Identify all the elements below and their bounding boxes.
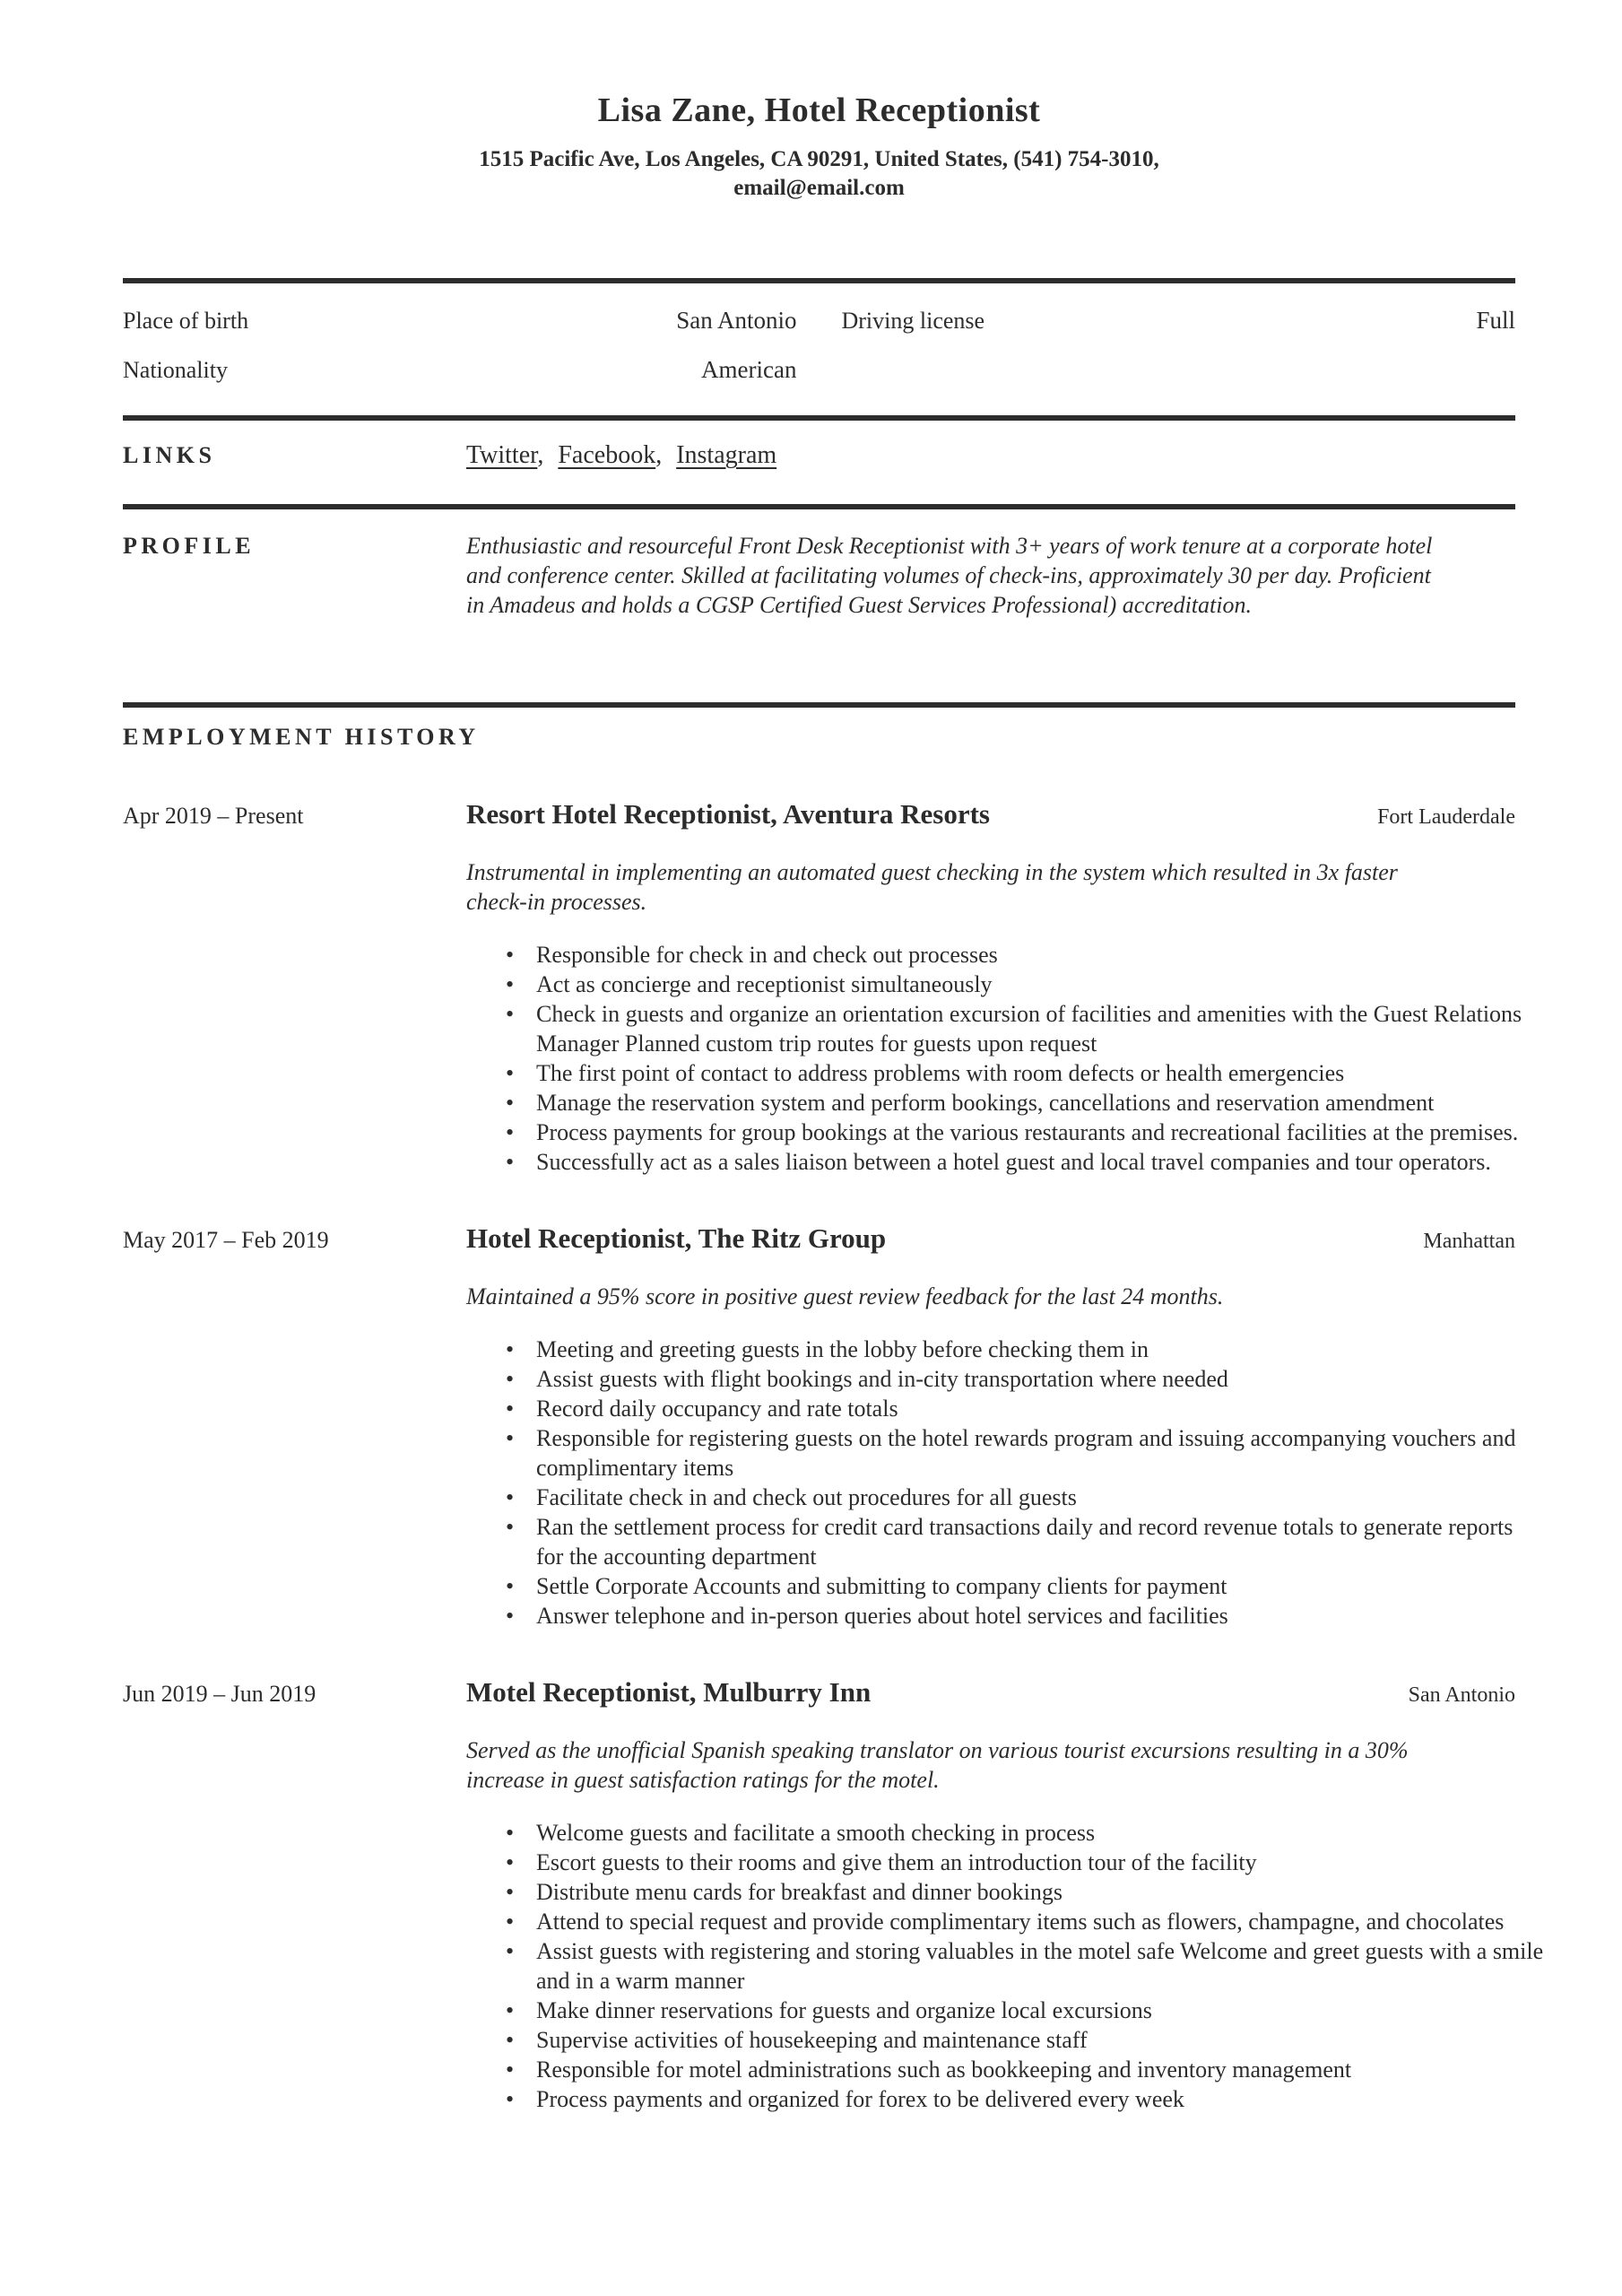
- detail-label: Nationality: [123, 357, 228, 383]
- job-entry: [123, 796, 1522, 1177]
- bullet-item: • Successfully act as a sales liaison between a hotel guest and local travel companies and tour operators.: [466, 1147, 1545, 1177]
- detail-value: American: [701, 356, 797, 383]
- detail-empty-cell: [842, 354, 1516, 386]
- candidate-name: Lisa Zane, Hotel Receptionist: [597, 91, 1041, 129]
- detail-label: Place of birth: [123, 308, 249, 334]
- bullet-item: • Responsible for check in and check out processes: [466, 940, 1545, 970]
- bullet-item: • Assist guests with registering and storing valuables in the motel safe Welcome and greet guests with a smile and in a warm manner: [466, 1936, 1545, 1996]
- link-separator: ,: [655, 441, 663, 469]
- detail-value: Full: [1476, 307, 1515, 334]
- job-title: Resort Hotel Receptionist, Aventura Resorts: [466, 798, 990, 830]
- employment-section: [123, 722, 1544, 2114]
- job-title: Motel Receptionist, Mulburry Inn: [466, 1676, 872, 1708]
- contact-block: [123, 145, 1515, 203]
- job-location: Fort Lauderdale: [1377, 805, 1515, 829]
- section-divider: [123, 702, 1515, 708]
- job-location: Manhattan: [1423, 1230, 1515, 1253]
- job-dates: Jun 2019 – Jun 2019: [123, 1681, 317, 1707]
- details-section: [123, 283, 1515, 415]
- bullet-item: • Assist guests with flight bookings and in-city transportation where needed: [466, 1364, 1545, 1394]
- job-header: [123, 1674, 1515, 1714]
- bullet-item: • Process payments for group bookings at the various restaurants and recreational facilities at the premises.: [466, 1118, 1545, 1147]
- bullet-item: • Responsible for motel administrations such as bookkeeping and inventory management: [466, 2055, 1545, 2084]
- job-header: [123, 796, 1515, 836]
- link-twitter[interactable]: Twitter: [466, 441, 538, 469]
- job-entry: [123, 1674, 1544, 2114]
- job-bullet-list: [466, 1335, 1545, 1631]
- links-section: [123, 421, 1515, 504]
- detail-label: Driving license: [841, 308, 985, 334]
- resume-header: [123, 90, 1515, 203]
- employment-section-heading: EMPLOYMENT HISTORY: [123, 724, 480, 750]
- bullet-item: • Supervise activities of housekeeping and maintenance staff: [466, 2025, 1545, 2055]
- bullet-item: • Responsible for registering guests on the hotel rewards program and issuing accompanying vouchers and complimentary items: [466, 1423, 1545, 1483]
- detail-place-of-birth: [123, 305, 797, 336]
- bullet-item: • Attend to special request and provide complimentary items such as flowers, champagne, and chocolates: [466, 1907, 1545, 1936]
- profile-summary-text: Enthusiastic and resourceful Front Desk Receptionist with 3+ years of work tenure at a corporate hotel and conference center. Skilled at facilitating volumes of check-ins, approximately 30 per day. Proficient in Amadeus and holds a CGSP Certified Guest Services Professional) accreditation.: [466, 533, 1433, 618]
- bullet-item: • Manage the reservation system and perform bookings, cancellations and reservation amendment: [466, 1088, 1545, 1118]
- profile-section: [123, 509, 1515, 702]
- bullet-item: • Escort guests to their rooms and give them an introduction tour of the facility: [466, 1848, 1545, 1877]
- detail-value: San Antonio: [676, 307, 797, 334]
- bullet-item: • Facilitate check in and check out procedures for all guests: [466, 1483, 1545, 1512]
- job-dates: May 2017 – Feb 2019: [123, 1227, 329, 1253]
- bullet-item: • Make dinner reservations for guests and organize local excursions: [466, 1996, 1545, 2025]
- bullet-item: • Act as concierge and receptionist simultaneously: [466, 970, 1545, 999]
- job-entry: [123, 1220, 1515, 1631]
- job-summary: Maintained a 95% score in positive guest review feedback for the last 24 months.: [466, 1283, 1224, 1309]
- contact-line-1: 1515 Pacific Ave, Los Angeles, CA 90291, United States, (541) 754-3010,: [479, 147, 1159, 171]
- bullet-item: • The first point of contact to address problems with room defects or health emergencies: [466, 1058, 1545, 1088]
- link-facebook[interactable]: Facebook: [558, 441, 656, 469]
- bullet-item: • Record daily occupancy and rate totals: [466, 1394, 1545, 1423]
- detail-nationality: [123, 354, 797, 386]
- job-title: Hotel Receptionist, The Ritz Group: [466, 1222, 887, 1254]
- link-instagram[interactable]: Instagram: [676, 441, 777, 469]
- profile-section-heading: PROFILE: [123, 533, 256, 559]
- job-location: San Antonio: [1408, 1683, 1515, 1707]
- contact-line-2: email@email.com: [733, 176, 905, 200]
- bullet-item: • Process payments and organized for forex to be delivered every week: [466, 2084, 1545, 2114]
- bullet-item: • Distribute menu cards for breakfast and dinner bookings: [466, 1877, 1545, 1907]
- bullet-item: • Settle Corporate Accounts and submitting to company clients for payment: [466, 1571, 1545, 1601]
- bullet-item: • Check in guests and organize an orientation excursion of facilities and amenities with the Guest Relations Manager Planned custom trip routes for guests upon request: [466, 999, 1545, 1058]
- detail-driving-license: [842, 305, 1516, 336]
- links-list: [466, 440, 1515, 471]
- link-separator: ,: [537, 441, 544, 469]
- links-section-heading: LINKS: [123, 442, 216, 468]
- job-header: [123, 1220, 1515, 1260]
- bullet-item: • Ran the settlement process for credit card transactions daily and record revenue totals to generate reports for the accounting department: [466, 1512, 1545, 1571]
- bullet-item: • Answer telephone and in-person queries about hotel services and facilities: [466, 1601, 1545, 1631]
- bullet-item: • Welcome guests and facilitate a smooth checking in process: [466, 1818, 1545, 1848]
- job-bullet-list: [466, 1818, 1545, 2114]
- job-dates: Apr 2019 – Present: [123, 803, 304, 829]
- bullet-item: • Meeting and greeting guests in the lobby before checking them in: [466, 1335, 1545, 1364]
- job-bullet-list: [466, 940, 1545, 1177]
- job-summary: Instrumental in implementing an automated guest checking in the system which resulted in 3x faster check-in processes.: [466, 859, 1398, 915]
- job-summary: Served as the unofficial Spanish speaking translator on various tourist excursions resulting in a 30% increase in guest satisfaction ratings for the motel.: [466, 1737, 1409, 1793]
